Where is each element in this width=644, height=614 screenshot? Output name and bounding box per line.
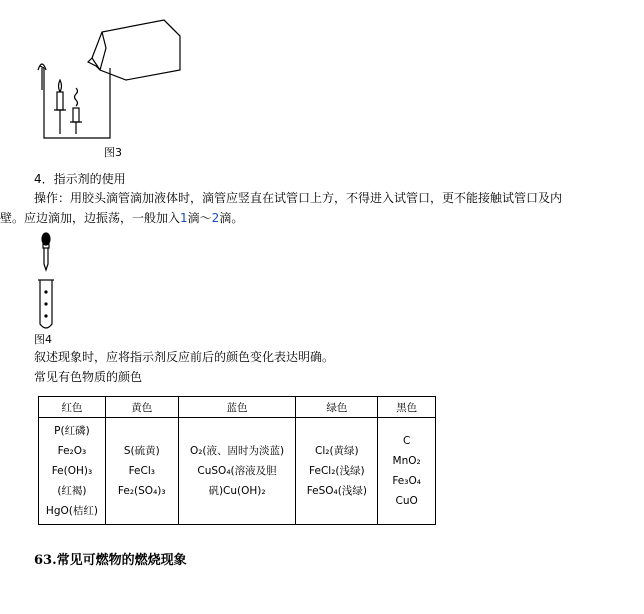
figure4-caption: 图4	[34, 333, 52, 346]
green-item: Cl₂(黄绿)	[315, 445, 359, 457]
yellow-item: FeCl₃	[128, 465, 155, 477]
note-indicator-description: 叙述现象时，应将指示剂反应前后的颜色变化表达明确。	[34, 350, 335, 364]
header-black: 黑色	[378, 397, 436, 418]
note-colored-substances: 常见有色物质的颜色	[34, 370, 143, 384]
figure3-illustration	[30, 18, 200, 143]
table-row	[39, 418, 436, 525]
figure4-illustration	[34, 230, 58, 332]
red-item: HgO(桔红)	[45, 505, 98, 517]
black-item: C	[402, 435, 411, 447]
red-item: Fe₂O₃	[57, 445, 87, 457]
black-item: CuO	[395, 495, 418, 507]
operation-line2-part1: 壁。应边滴加，边振荡，一般加入	[0, 211, 181, 225]
yellow-item: Fe₂(SO₄)₃	[117, 485, 166, 497]
cell-black	[378, 418, 436, 525]
cell-blue	[178, 418, 296, 525]
header-blue: 蓝色	[178, 397, 296, 418]
figure3-caption: 图3	[104, 146, 122, 159]
operation-line2	[0, 210, 243, 226]
green-item: FeSO₄(浅绿)	[306, 485, 367, 497]
cell-red	[39, 418, 106, 525]
cell-green	[296, 418, 378, 525]
header-green: 绿色	[296, 397, 378, 418]
blue-item: CuSO₄(溶液及胆	[197, 465, 277, 477]
color-table	[38, 396, 436, 525]
red-item: Fe(OH)₃	[51, 465, 93, 477]
drop-max: 2	[211, 211, 220, 225]
operation-line2-part3: 滴。	[219, 211, 244, 225]
red-item: (红褐)	[57, 485, 87, 497]
header-red: 红色	[39, 397, 106, 418]
section4-title: 4．指示剂的使用	[34, 172, 126, 186]
yellow-item: S(硫黄)	[123, 445, 160, 457]
black-item: MnO₂	[392, 455, 421, 467]
red-item: P(红磷)	[54, 425, 90, 437]
cell-yellow	[105, 418, 178, 525]
section63-title: 63.常见可燃物的燃烧现象	[34, 553, 187, 568]
operation-line2-part2: 滴～	[187, 211, 212, 225]
blue-item: 矾)Cu(OH)₂	[208, 485, 266, 497]
header-yellow: 黄色	[105, 397, 178, 418]
black-item: Fe₃O₄	[392, 475, 421, 487]
green-item: FeCl₂(浅绿)	[309, 465, 365, 477]
color-table-header-row	[39, 397, 436, 418]
operation-line1: 操作：用胶头滴管滴加液体时，滴管应竖直在试管口上方，不得进入试管口，更不能接触试管口及内	[34, 191, 563, 205]
blue-item: O₂(液、固时为淡蓝)	[189, 445, 285, 457]
drop-min: 1	[180, 211, 188, 225]
